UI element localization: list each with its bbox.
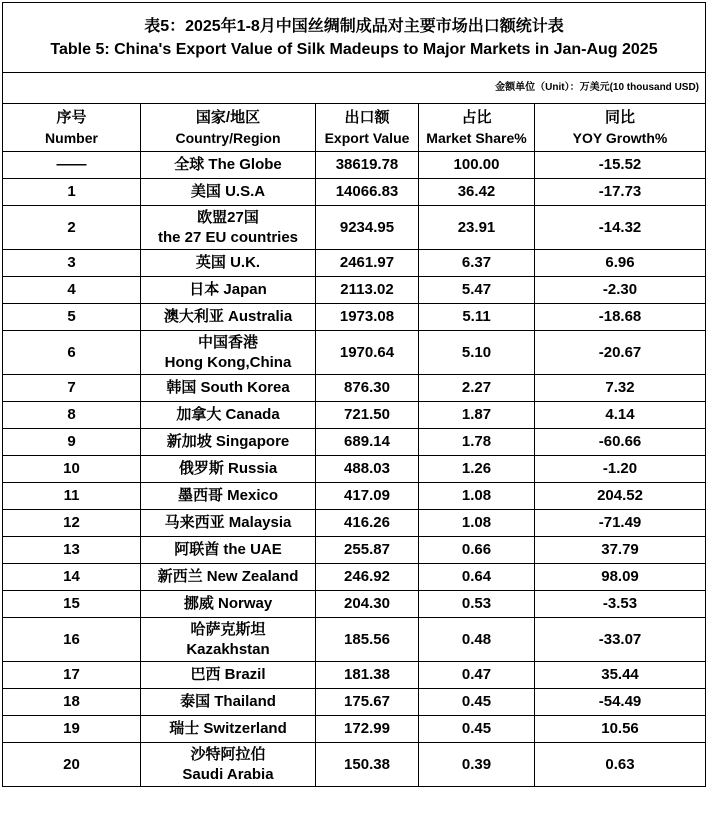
row-number: 14 <box>3 564 141 591</box>
row-number: —— <box>3 152 141 179</box>
row-yoy-growth: -20.67 <box>535 331 706 375</box>
row-number: 13 <box>3 537 141 564</box>
row-market-share: 23.91 <box>419 206 535 250</box>
row-country <box>141 743 316 787</box>
table-row <box>3 277 706 304</box>
row-country: 韩国 South Korea <box>141 375 316 402</box>
row-number: 17 <box>3 662 141 689</box>
country-name-cn: 欧盟27国 <box>197 208 259 226</box>
row-export-value: 689.14 <box>316 429 419 456</box>
row-export-value: 172.99 <box>316 716 419 743</box>
row-number: 18 <box>3 689 141 716</box>
country-name-cn: 沙特阿拉伯 <box>190 745 266 763</box>
table-row <box>3 564 706 591</box>
row-market-share: 36.42 <box>419 179 535 206</box>
row-country: 墨西哥 Mexico <box>141 483 316 510</box>
row-export-value: 246.92 <box>316 564 419 591</box>
table-row <box>3 456 706 483</box>
row-export-value: 38619.78 <box>316 152 419 179</box>
row-yoy-growth: 98.09 <box>535 564 706 591</box>
title-en: Table 5: China's Export Value of Silk Madeups to Major Markets in Jan-Aug 2025 <box>50 40 658 58</box>
row-country: 美国 U.S.A <box>141 179 316 206</box>
row-market-share: 1.87 <box>419 402 535 429</box>
table-row <box>3 743 706 787</box>
row-number: 2 <box>3 206 141 250</box>
country-name-en: Kazakhstan <box>186 640 270 658</box>
row-yoy-growth: 7.32 <box>535 375 706 402</box>
row-market-share: 5.11 <box>419 304 535 331</box>
row-number: 19 <box>3 716 141 743</box>
row-export-value: 876.30 <box>316 375 419 402</box>
export-table <box>2 2 706 787</box>
row-country: 马来西亚 Malaysia <box>141 510 316 537</box>
row-yoy-growth: -3.53 <box>535 591 706 618</box>
table-row <box>3 206 706 250</box>
row-country: 挪威 Norway <box>141 591 316 618</box>
row-yoy-growth: -15.52 <box>535 152 706 179</box>
row-market-share: 6.37 <box>419 250 535 277</box>
row-country: 澳大利亚 Australia <box>141 304 316 331</box>
row-export-value: 2113.02 <box>316 277 419 304</box>
row-export-value: 416.26 <box>316 510 419 537</box>
row-market-share: 0.53 <box>419 591 535 618</box>
row-yoy-growth: -1.20 <box>535 456 706 483</box>
row-market-share: 1.08 <box>419 510 535 537</box>
row-export-value: 9234.95 <box>316 206 419 250</box>
row-yoy-growth: -18.68 <box>535 304 706 331</box>
row-yoy-growth: -60.66 <box>535 429 706 456</box>
row-yoy-growth: 10.56 <box>535 716 706 743</box>
table-row <box>3 537 706 564</box>
row-number: 12 <box>3 510 141 537</box>
row-yoy-growth: 37.79 <box>535 537 706 564</box>
row-number: 9 <box>3 429 141 456</box>
row-market-share: 0.64 <box>419 564 535 591</box>
row-export-value: 14066.83 <box>316 179 419 206</box>
row-country: 全球 The Globe <box>141 152 316 179</box>
row-yoy-growth: -33.07 <box>535 618 706 662</box>
row-export-value: 488.03 <box>316 456 419 483</box>
row-market-share: 2.27 <box>419 375 535 402</box>
row-market-share: 0.45 <box>419 716 535 743</box>
row-market-share: 1.26 <box>419 456 535 483</box>
row-country <box>141 206 316 250</box>
country-name-en: Saudi Arabia <box>182 765 274 783</box>
row-country: 巴西 Brazil <box>141 662 316 689</box>
table-row <box>3 152 706 179</box>
row-export-value: 150.38 <box>316 743 419 787</box>
row-market-share: 5.10 <box>419 331 535 375</box>
row-market-share: 1.08 <box>419 483 535 510</box>
row-country: 瑞士 Switzerland <box>141 716 316 743</box>
header-market-share: 占比 Market Share% <box>419 104 535 152</box>
row-number: 7 <box>3 375 141 402</box>
row-market-share: 0.48 <box>419 618 535 662</box>
table-row <box>3 483 706 510</box>
table-row <box>3 510 706 537</box>
row-number: 5 <box>3 304 141 331</box>
row-yoy-growth: 0.63 <box>535 743 706 787</box>
row-export-value: 204.30 <box>316 591 419 618</box>
row-market-share: 0.66 <box>419 537 535 564</box>
row-market-share: 1.78 <box>419 429 535 456</box>
row-number: 1 <box>3 179 141 206</box>
header-country: 国家/地区 Country/Region <box>141 104 316 152</box>
country-name-en: Hong Kong,China <box>164 353 292 371</box>
row-export-value: 1970.64 <box>316 331 419 375</box>
row-number: 20 <box>3 743 141 787</box>
row-number: 4 <box>3 277 141 304</box>
header-export-value: 出口额 Export Value <box>316 104 419 152</box>
unit-note: 金额单位（Unit）：万美元(10 thousand USD) <box>3 73 706 104</box>
table-row <box>3 179 706 206</box>
row-yoy-growth: 6.96 <box>535 250 706 277</box>
row-country: 新加坡 Singapore <box>141 429 316 456</box>
row-export-value: 255.87 <box>316 537 419 564</box>
row-yoy-growth: 204.52 <box>535 483 706 510</box>
table-row <box>3 331 706 375</box>
row-yoy-growth: 35.44 <box>535 662 706 689</box>
table-row <box>3 402 706 429</box>
row-country: 新西兰 New Zealand <box>141 564 316 591</box>
row-market-share: 0.45 <box>419 689 535 716</box>
row-number: 6 <box>3 331 141 375</box>
row-market-share: 100.00 <box>419 152 535 179</box>
row-country: 俄罗斯 Russia <box>141 456 316 483</box>
row-country: 泰国 Thailand <box>141 689 316 716</box>
row-market-share: 0.47 <box>419 662 535 689</box>
table-row <box>3 375 706 402</box>
row-number: 10 <box>3 456 141 483</box>
row-country <box>141 618 316 662</box>
country-name-en: the 27 EU countries <box>157 228 299 246</box>
table-row <box>3 716 706 743</box>
title-cn: 表5：2025年1-8月中国丝绸制成品对主要市场出口额统计表 <box>144 17 564 35</box>
row-yoy-growth: 4.14 <box>535 402 706 429</box>
row-country: 日本 Japan <box>141 277 316 304</box>
row-yoy-growth: -71.49 <box>535 510 706 537</box>
row-export-value: 181.38 <box>316 662 419 689</box>
row-number: 16 <box>3 618 141 662</box>
header-row <box>3 104 706 152</box>
row-yoy-growth: -17.73 <box>535 179 706 206</box>
row-country <box>141 331 316 375</box>
country-name-cn: 中国香港 <box>197 333 258 351</box>
row-number: 3 <box>3 250 141 277</box>
row-yoy-growth: -2.30 <box>535 277 706 304</box>
table-row <box>3 591 706 618</box>
row-number: 15 <box>3 591 141 618</box>
row-market-share: 0.39 <box>419 743 535 787</box>
header-yoy-growth: 同比 YOY Growth% <box>535 104 706 152</box>
header-number: 序号 Number <box>3 104 141 152</box>
row-country: 加拿大 Canada <box>141 402 316 429</box>
table-row <box>3 662 706 689</box>
row-export-value: 417.09 <box>316 483 419 510</box>
row-yoy-growth: -54.49 <box>535 689 706 716</box>
table-row <box>3 429 706 456</box>
table-row <box>3 250 706 277</box>
export-table-container <box>2 2 705 787</box>
row-export-value: 175.67 <box>316 689 419 716</box>
row-country: 英国 U.K. <box>141 250 316 277</box>
row-market-share: 5.47 <box>419 277 535 304</box>
row-export-value: 2461.97 <box>316 250 419 277</box>
row-country: 阿联酋 the UAE <box>141 537 316 564</box>
row-number: 8 <box>3 402 141 429</box>
row-number: 11 <box>3 483 141 510</box>
table-row <box>3 689 706 716</box>
row-yoy-growth: -14.32 <box>535 206 706 250</box>
row-export-value: 1973.08 <box>316 304 419 331</box>
row-export-value: 721.50 <box>316 402 419 429</box>
table-row <box>3 304 706 331</box>
title-row <box>3 3 706 73</box>
table-row <box>3 618 706 662</box>
country-name-cn: 哈萨克斯坦 <box>190 620 266 638</box>
table-title <box>3 3 706 73</box>
unit-row <box>3 73 706 104</box>
row-export-value: 185.56 <box>316 618 419 662</box>
